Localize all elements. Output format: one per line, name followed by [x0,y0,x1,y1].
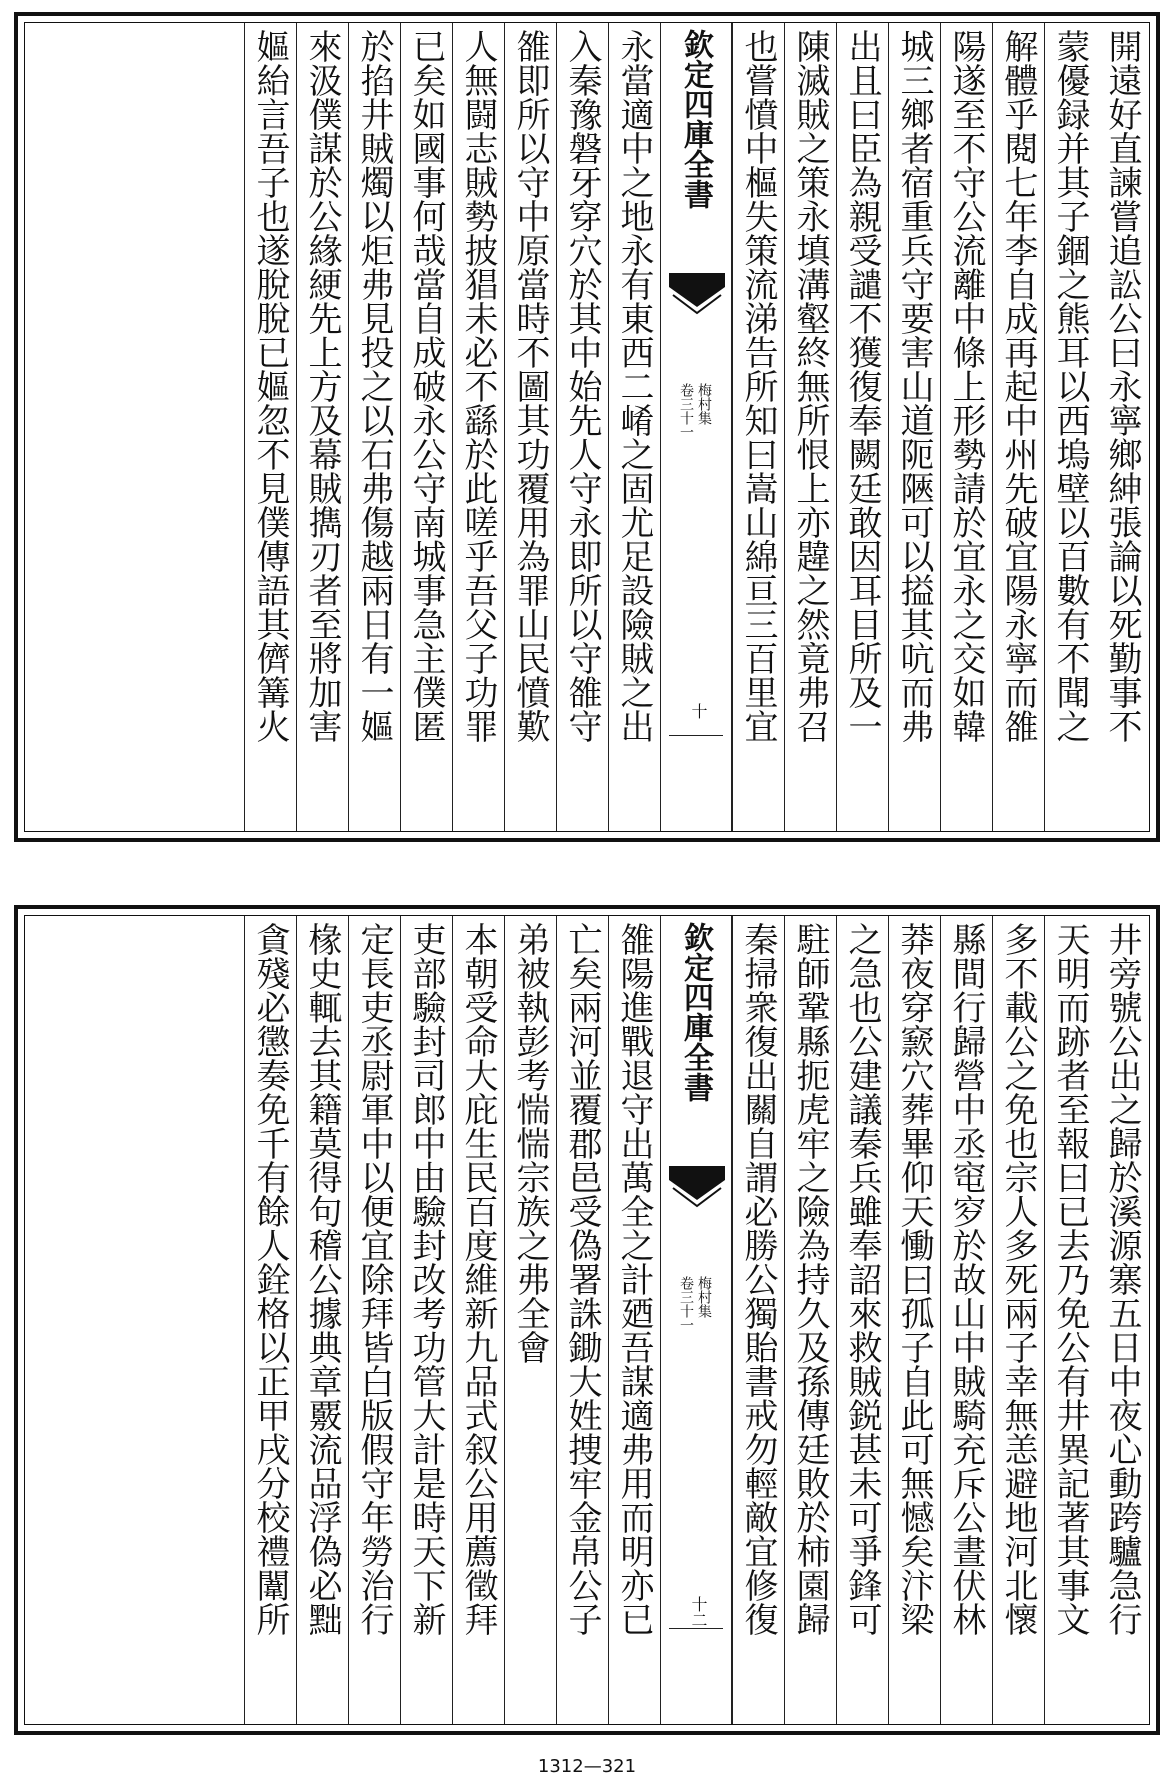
center-divider [669,1628,723,1629]
column-text: 城三鄉者宿重兵守要害山道阨陿可以搤其吭而弗 [894,29,934,743]
text-column [1096,23,1148,831]
column-text: 縣間行歸營中丞窀穸於故山中賊騎充斥公晝伏林 [946,922,986,1636]
text-column [784,23,836,831]
column-text: 貪殘必懲奏免千有餘人銓格以正甲戌分校禮闈所 [250,922,290,1636]
text-column [452,916,504,1724]
fishtail-mark-icon [669,1166,725,1226]
text-column [836,23,888,831]
text-column [608,23,660,831]
column-text: 椽史輒去其籍莫得句稽公據典章覈流品浮偽必黜 [302,922,342,1636]
text-column [348,23,400,831]
text-column [732,916,784,1724]
column-text: 弟被執彭考惴惴宗族之弗全會 [510,922,550,1364]
column-text: 也嘗憤中樞失策流涕告所知曰嵩山綿亘三百里宜 [738,29,778,743]
collection-title: 梅村集 [696,1276,712,1318]
volume-label: 卷三十一 [678,383,694,439]
fishtail-mark-icon [669,273,725,333]
column-text: 入秦豫磐牙穿穴於其中始先人守永即所以守雒守 [562,29,602,743]
column-text: 解體乎閱七年李自成再起中州先破宜陽永寧而雒 [998,29,1038,743]
upper-page [14,12,1160,842]
text-column [940,23,992,831]
text-column [608,916,660,1724]
leaf-number: 十二 [689,1596,708,1628]
text-column [504,916,556,1724]
column-text: 雒即所以守中原當時不圖其功覆用為罪山民憤歎 [510,29,550,743]
volume-label: 卷三十一 [678,1276,694,1332]
column-text: 吏部驗封司郎中由驗封改考功管大計是時天下新 [406,922,446,1636]
text-column [836,916,888,1724]
center-divider [669,735,723,736]
text-column [732,23,784,831]
text-column [296,23,348,831]
lower-page-columns [25,916,1149,1724]
text-column [244,23,296,831]
text-column [940,916,992,1724]
column-text: 陽遂至不守公流離中條上形勢請於宜永之交如韓 [946,29,986,743]
column-text: 人無闘志賊勢披猖未必不繇於此嗟乎吾父子功罪 [458,29,498,743]
column-text: 已矣如國事何哉當自成破永公守南城事急主僕匿 [406,29,446,743]
text-column [992,23,1044,831]
text-column [1096,916,1148,1724]
text-column [296,916,348,1724]
text-column [888,916,940,1724]
text-column [784,916,836,1724]
column-text: 井旁號公出之歸於溪源寨五日中夜心動跨驢急行 [1102,922,1142,1636]
column-text: 亡矣兩河並覆郡邑受偽署誅鋤大姓捜牢金帛公子 [562,922,602,1636]
column-text: 莽夜穿窾穴葬畢仰天慟曰孤子自此可無憾矣汴梁 [894,922,934,1636]
collection-title: 梅村集 [696,383,712,425]
column-text: 定長吏丞尉軍中以便宜除拜皆白版假守年勞治行 [354,922,394,1636]
text-column [244,916,296,1724]
text-column [888,23,940,831]
column-text: 開遠好直諫嘗追訟公曰永寧鄉紳張論以死勤事不 [1102,29,1142,743]
column-text: 永當適中之地永有東西二崤之固尤足設險賊之出 [614,29,654,743]
column-text: 天明而跡者至報曰已去乃免公有井異記著其事文 [1050,922,1090,1636]
column-text: 駐師鞏縣扼虎牢之險為持久及孫傳廷敗於柿園歸 [790,922,830,1636]
text-column [348,916,400,1724]
column-text: 本朝受命大庇生民百度維新九品式叙公用薦徵拜 [458,922,498,1636]
leaf-number: 十 [689,703,708,719]
upper-page-columns [25,23,1149,831]
column-text: 來汲僕謀於公緣綆先上方及幕賊擕刃者至將加害 [302,29,342,743]
column-text: 陳滅賊之策永填溝壑終無所恨上亦韙之然竟弗召 [790,29,830,743]
book-title: 欽定四庫全書 [678,29,713,209]
text-column [992,916,1044,1724]
column-text: 多不載公之免也宗人多死兩子幸無恙避地河北懷 [998,922,1038,1636]
center-margin-column [660,916,732,1724]
lower-page [14,905,1160,1735]
text-column [504,23,556,831]
column-text: 秦掃衆復出關自謂必勝公獨貽書戒勿輕敵宜修復 [738,922,778,1636]
page-footer-number: 1312—321 [537,1756,637,1777]
text-column [400,916,452,1724]
lower-page-frame [24,915,1150,1725]
text-column [400,23,452,831]
text-column [556,916,608,1724]
book-title: 欽定四庫全書 [678,922,713,1102]
column-text: 之急也公建議秦兵雖奉詔來救賊鋭甚未可爭鋒可 [842,922,882,1636]
text-column [556,23,608,831]
column-text: 於掐井賊燭以炬弗見投之以石弗傷越兩日有一嫗 [354,29,394,743]
text-column [1044,916,1096,1724]
center-margin-column [660,23,732,831]
column-text: 出且曰臣為親受譴不獲復奉闕廷敢因耳目所及一 [842,29,882,743]
column-text: 嫗紿言吾子也遂脫脫已嫗忽不見僕傳語其儕篝火 [250,29,290,743]
column-text: 雒陽進戰退守出萬全之計廼吾謀適弗用而明亦已 [614,922,654,1636]
text-column [452,23,504,831]
upper-page-frame [24,22,1150,832]
column-text: 蒙優録并其子錮之熊耳以西塢壁以百數有不聞之 [1050,29,1090,743]
text-column [1044,23,1096,831]
